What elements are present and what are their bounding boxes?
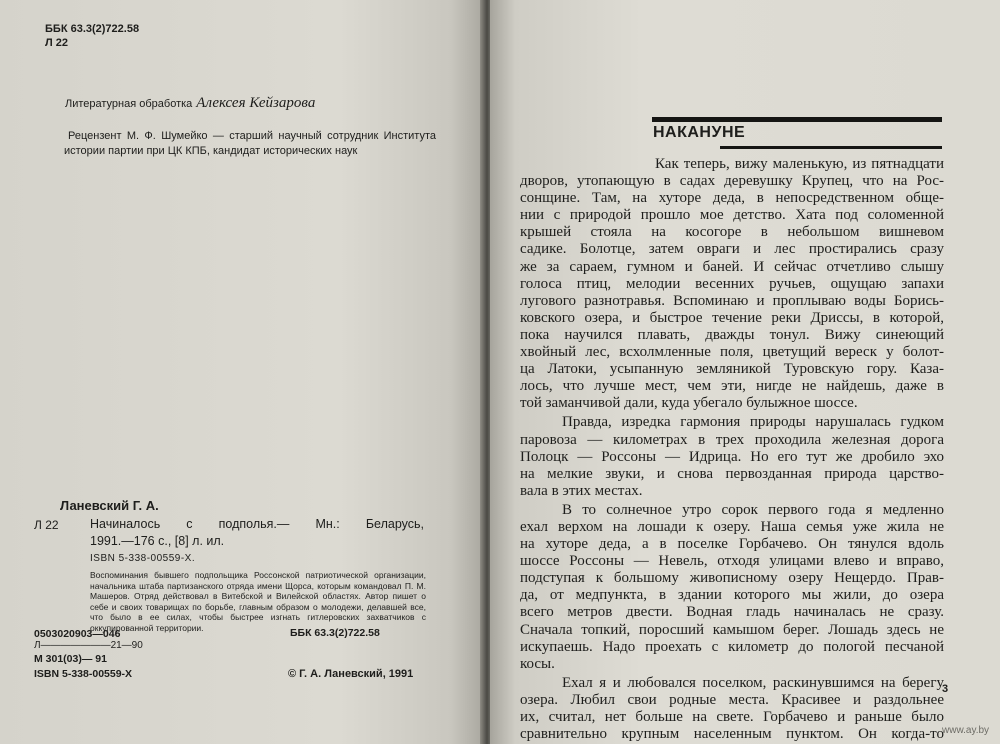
body-line: Как теперь, вижу маленькую, из пятнадцати xyxy=(655,156,944,172)
catalog-title-line1: Начиналось с подполья.— Мн.: Беларусь, xyxy=(90,517,424,531)
literary-editor-name: Алексея Кейзарова xyxy=(196,95,316,111)
imprint-line-2: Л———————21—90 xyxy=(34,640,143,651)
chapter-title: НАКАНУНЕ xyxy=(653,124,746,141)
body-line: сравнительно крупным населенным пунктом. Он когда-то xyxy=(520,726,944,743)
body-line: да, от медпункта, в здании которого мы жили, до озера xyxy=(520,587,944,604)
body-line: подступая к большому живописному озеру Нещердо. Прав- xyxy=(520,570,944,587)
chapter-rule-top xyxy=(652,117,942,122)
body-line: дворов, утопающую в садах деревушку Крупец, что на Рос- xyxy=(520,173,944,190)
body-line: на хуторе деда, а в поселке Горбачево. Он тянулся вдоль xyxy=(520,536,944,553)
reviewer-credit: Рецензент М. Ф. Шумейко — старший научный сотрудник Института истории партии при ЦК КПБ, кандидат исторических наук xyxy=(64,130,436,157)
body-line: вала в этих местах. xyxy=(520,482,643,499)
body-line: искупаешь. Надо проехать с километр до пологой песчаной xyxy=(520,638,944,655)
imprint-line-4: ISBN 5-338-00559-X xyxy=(34,668,133,680)
body-line: на мелкие звуки, и снова первозданная природа царство- xyxy=(520,465,944,482)
body-line: паровоза — километрах в трех проходила железная дорога xyxy=(520,431,944,448)
body-line: косы. xyxy=(520,655,555,672)
body-line: их, считал, нет больше на свете. Горбачево и раньше было xyxy=(520,709,944,725)
catalog-annotation: Воспоминания бывшего подпольщика Россонской патриотической организации, начальника штаба партизанского отряда имени Щорса, которым командовал П. М. Машеров. Отряд действовал в Витебской и Вилейской областях. Автор пишет о себе и своих товарищах по борьбе, главным образом о молодежи, делавшей все, что было в ее силах, чтобы быстрее изгнать гитлеровских захватчиков с оккупированной территории. xyxy=(90,570,426,633)
watermark-text: www.ay.by xyxy=(942,725,990,736)
body-line: ца Латоки, усыпанную земляникой Туровскую гору. Каза- xyxy=(520,361,944,378)
left-page xyxy=(0,0,484,744)
imprint-line-3: М 301(03)— 91 xyxy=(34,653,107,665)
imprint-line-1: 0503020903—046 xyxy=(34,628,121,640)
body-line: Сначала топкий, поросший камышом берег. Лошадь здесь не xyxy=(520,621,944,638)
literary-label: Литературная обработка xyxy=(65,98,193,110)
body-line: той заманчивой дали, куда убегало булыжное шоссе. xyxy=(520,395,858,412)
catalog-code: Л 22 xyxy=(34,518,59,532)
body-line: В то солнечное утро сорок первого года я медленно xyxy=(562,501,944,518)
page-number: 3 xyxy=(942,683,949,695)
body-line: озера. Любил свои родные места. Красивее и раздольнее xyxy=(520,691,944,708)
body-line: лось, что лучше мест, чем эти, нигде не найдешь, даже в xyxy=(520,378,944,395)
literary-editing-credit xyxy=(65,95,315,112)
body-line: лугового разнотравья. Вспоминаю и проплываю воды Борись- xyxy=(520,292,944,309)
bbk-code-top: ББК 63.3(2)722.58 Л 22 xyxy=(45,23,140,49)
catalog-title xyxy=(90,516,424,550)
body-line: пока научился плавать, дважды тонул. Вижу синеющий xyxy=(520,326,944,343)
copyright-notice: © Г. А. Ланевский, 1991 xyxy=(288,668,414,680)
body-line: Правда, изредка гармония природы нарушалась гудком xyxy=(562,414,944,431)
body-line: Ехал я и любовался поселком, раскинувшимся на берегу xyxy=(562,674,944,691)
catalog-title-line2: 1991.—176 с., [8] л. ил. xyxy=(90,534,225,548)
body-line: ехал верхом на лошади к озеру. Наша семья уже жила не xyxy=(520,518,944,535)
catalog-isbn: ISBN 5-338-00559-X. xyxy=(90,553,196,564)
body-line: ковского озера, и быстрое течение реки Дриссы, в которой, xyxy=(520,309,944,326)
body-line: же за сараем, гумном и баней. И сейчас отчетливо слышу xyxy=(520,258,944,275)
chapter-rule-bottom xyxy=(720,146,942,149)
body-line: голоса птиц, мелодии весенних ручьев, ощущаю запахи xyxy=(520,275,944,292)
body-line: садике. Болотце, затем овраги и лес простирались сразу xyxy=(520,241,944,258)
body-line: крышей стояла на косогоре в небольшом вишневом xyxy=(520,224,944,241)
catalog-author: Ланевский Г. А. xyxy=(60,498,159,513)
body-line: нии с природой прошло мое детство. Хата под соломенной xyxy=(520,207,944,224)
body-line: всего метров двести. Водная гладь начиналась не сразу. xyxy=(520,604,944,621)
body-line: шоссе Россоны — Невель, отходя улицами влево и вправо, xyxy=(520,553,944,570)
bbk-code-bottom: ББК 63.3(2)722.58 xyxy=(290,627,380,639)
chapter-body-text xyxy=(520,156,944,743)
body-line: хвойный лес, всхолмленные поля, цветущий вереск у болот- xyxy=(520,344,944,361)
right-page xyxy=(490,0,1000,744)
body-line: сонщине. Там, на хуторе деда, в непосредственном обще- xyxy=(520,190,944,207)
body-line: Полоцк — Россоны — Идрица. Но его тут же дробило эхо xyxy=(520,448,944,465)
